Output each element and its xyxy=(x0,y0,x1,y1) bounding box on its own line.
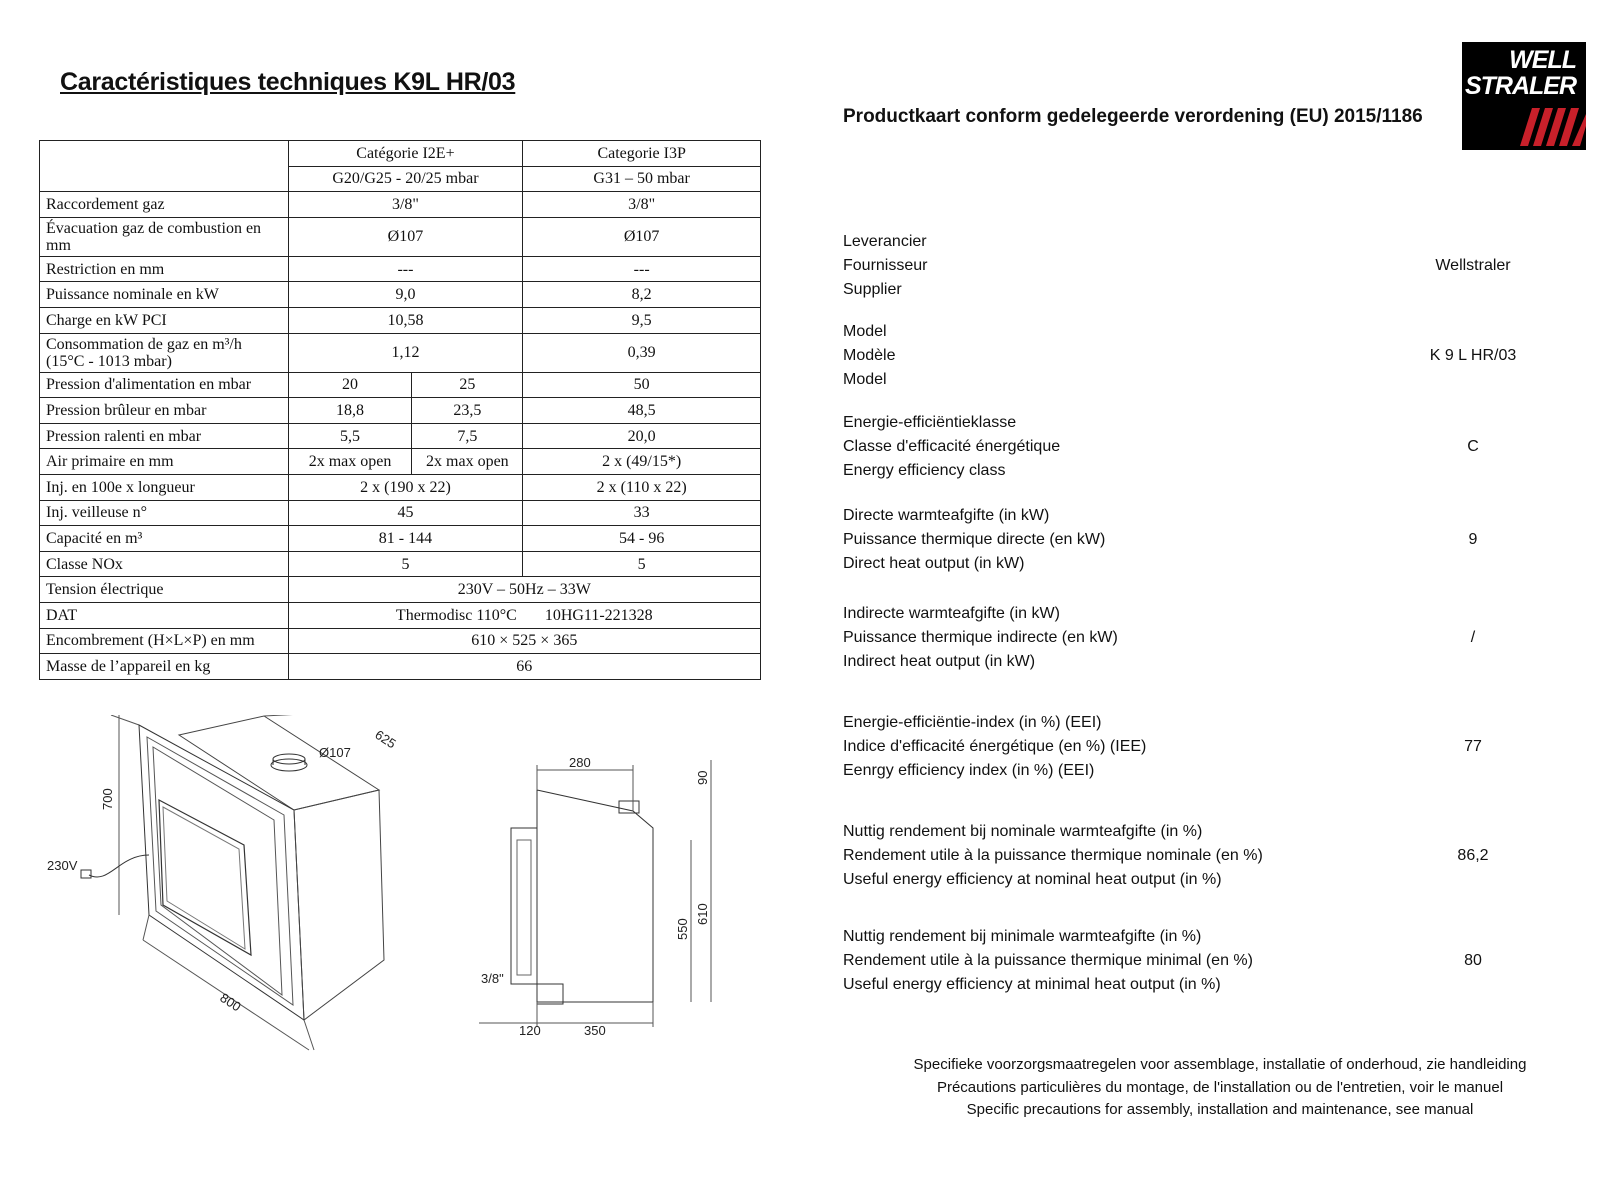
row-label: Inj. veilleuse n° xyxy=(40,500,289,526)
cell-value: --- xyxy=(288,256,523,282)
power-supply-label: 230V xyxy=(47,858,78,873)
table-row xyxy=(40,628,761,654)
cell-value: 45 xyxy=(288,500,523,526)
cell-value: 2x max open xyxy=(288,449,412,475)
cell-value: 5,5 xyxy=(288,423,412,449)
height-dimension-label: 700 xyxy=(100,788,115,810)
front-depth-dimension-label: 120 xyxy=(519,1023,541,1038)
cell-value: 3/8" xyxy=(523,192,761,218)
row-label: Raccordement gaz xyxy=(40,192,289,218)
gas-connection-label: 3/8" xyxy=(481,971,504,986)
table-row xyxy=(40,423,761,449)
label-en: Eenrgy efficiency index (in %) (EEI) xyxy=(843,762,1095,779)
flue-diameter-label: Ø107 xyxy=(319,745,351,760)
table-row xyxy=(40,398,761,424)
page-title: Caractéristiques techniques K9L HR/03 xyxy=(60,68,516,96)
energy-class-value: C xyxy=(1467,438,1479,455)
body-depth-dimension-label: 350 xyxy=(584,1023,606,1038)
row-label: Charge en kW PCI xyxy=(40,307,289,333)
cell-value: --- xyxy=(523,256,761,282)
note-line-nl: Specifieke voorzorgsmaatregelen voor assemblage, installatie of onderhoud, zie handleiding xyxy=(913,1056,1527,1073)
table-row xyxy=(40,654,761,680)
gas-type-g31-header: G31 – 50 mbar xyxy=(523,166,761,192)
cell-value: 20 xyxy=(288,372,412,398)
eei-group xyxy=(843,711,1482,783)
row-label: Puissance nominale en kW xyxy=(40,282,289,308)
table-row xyxy=(40,307,761,333)
label-fr: Puissance thermique directe (en kW) xyxy=(843,531,1106,548)
minimal-efficiency-value: 80 xyxy=(1464,952,1482,969)
cell-value: 66 xyxy=(288,654,760,680)
eei-value: 77 xyxy=(1464,738,1482,755)
cell-value: 0,39 xyxy=(523,333,761,372)
row-label: Consommation de gaz en m³/h (15°C - 1013 mbar) xyxy=(40,333,289,372)
label-en: Model xyxy=(843,371,887,388)
label-nl: Energie-efficiëntieklasse xyxy=(843,414,1017,431)
nominal-efficiency-value: 86,2 xyxy=(1457,847,1489,864)
model-group xyxy=(843,320,1517,392)
row-label: DAT xyxy=(40,602,289,628)
cell-value: 2x max open xyxy=(412,449,523,475)
table-row xyxy=(40,474,761,500)
label-en: Useful energy efficiency at minimal heat output (in %) xyxy=(843,976,1221,993)
cell-value: 33 xyxy=(523,500,761,526)
cell-value: 1,12 xyxy=(288,333,523,372)
label-fr: Puissance thermique indirecte (en kW) xyxy=(843,629,1118,646)
label-fr: Modèle xyxy=(843,347,896,364)
table-row xyxy=(40,372,761,398)
table-row xyxy=(40,500,761,526)
cell-value: 9,5 xyxy=(523,307,761,333)
row-label: Pression ralenti en mbar xyxy=(40,423,289,449)
flue-height-dimension-label: 90 xyxy=(695,770,710,785)
row-label: Tension électrique xyxy=(40,577,289,603)
table-header-row xyxy=(40,141,761,167)
indirect-heat-group xyxy=(843,602,1476,674)
table-row xyxy=(40,282,761,308)
table-row xyxy=(40,217,761,256)
row-label: Encombrement (H×L×P) en mm xyxy=(40,628,289,654)
cell-value: 2 x (110 x 22) xyxy=(523,474,761,500)
nominal-efficiency-group xyxy=(843,820,1489,892)
cell-value: 2 x (190 x 22) xyxy=(288,474,523,500)
table-row xyxy=(40,449,761,475)
cell-value: 81 - 144 xyxy=(288,526,523,552)
cell-value: Thermodisc 110°C 10HG11-221328 xyxy=(288,602,760,628)
side-top-dimension-label: 280 xyxy=(569,755,591,770)
note-line-en: Specific precautions for assembly, installation and maintenance, see manual xyxy=(966,1101,1474,1118)
logo-line-2: STRALER xyxy=(1464,72,1576,100)
label-nl: Nuttig rendement bij minimale warmteafgifte (in %) xyxy=(843,928,1202,945)
cell-value: 3/8" xyxy=(288,192,523,218)
technical-spec-table xyxy=(39,140,761,680)
wellstraler-logo xyxy=(1462,42,1586,150)
cell-value: 5 xyxy=(288,551,523,577)
cell-value: 8,2 xyxy=(523,282,761,308)
row-label: Masse de l’appareil en kg xyxy=(40,654,289,680)
direct-heat-group xyxy=(843,504,1478,576)
model-value: K 9 L HR/03 xyxy=(1429,347,1517,364)
cell-value: 7,5 xyxy=(412,423,523,449)
row-label: Restriction en mm xyxy=(40,256,289,282)
table-row xyxy=(40,333,761,372)
inner-height-dimension-label: 550 xyxy=(675,918,690,940)
indirect-heat-value: / xyxy=(1470,629,1476,646)
category-i2e-header: Catégorie I2E+ xyxy=(288,141,523,167)
table-row xyxy=(40,602,761,628)
label-fr: Fournisseur xyxy=(843,257,928,274)
table-row xyxy=(40,192,761,218)
label-en: Supplier xyxy=(843,281,902,298)
logo-stripes-icon xyxy=(1462,102,1586,150)
energy-class-group xyxy=(843,411,1479,483)
cell-value: 610 × 525 × 365 xyxy=(288,628,760,654)
cell-value: 54 - 96 xyxy=(523,526,761,552)
label-nl: Nuttig rendement bij nominale warmteafgifte (in %) xyxy=(843,823,1203,840)
table-row xyxy=(40,551,761,577)
width-dimension-label: 800 xyxy=(217,989,244,1015)
supplier-value: Wellstraler xyxy=(1435,257,1511,274)
row-label: Air primaire en mm xyxy=(40,449,289,475)
gas-type-g20-header: G20/G25 - 20/25 mbar xyxy=(288,166,523,192)
row-label: Évacuation gaz de combustion en mm xyxy=(40,217,289,256)
row-label: Pression brûleur en mbar xyxy=(40,398,289,424)
cell-value: 48,5 xyxy=(523,398,761,424)
cell-value: Ø107 xyxy=(288,217,523,256)
row-label: Capacité en m³ xyxy=(40,526,289,552)
empty-corner-cell xyxy=(40,141,289,192)
cell-value: 20,0 xyxy=(523,423,761,449)
depth-dimension-label: 625 xyxy=(372,726,399,752)
table-row xyxy=(40,577,761,603)
table-row xyxy=(40,526,761,552)
minimal-efficiency-group xyxy=(843,925,1482,997)
category-i3p-header: Categorie I3P xyxy=(523,141,761,167)
table-row xyxy=(40,256,761,282)
logo-line-1: WELL xyxy=(1509,46,1576,74)
label-en: Indirect heat output (in kW) xyxy=(843,653,1036,670)
outer-height-dimension-label: 610 xyxy=(695,903,710,925)
technical-drawing xyxy=(39,715,739,1095)
label-en: Direct heat output (in kW) xyxy=(843,555,1025,572)
label-nl: Directe warmteafgifte (in kW) xyxy=(843,507,1050,524)
cell-value: 2 x (49/15*) xyxy=(523,449,761,475)
row-label: Inj. en 100e x longueur xyxy=(40,474,289,500)
row-label: Pression d'alimentation en mbar xyxy=(40,372,289,398)
label-en: Energy efficiency class xyxy=(843,462,1006,479)
note-line-fr: Précautions particulières du montage, de l'installation ou de l'entretien, voir le manuel xyxy=(936,1078,1504,1096)
side-view xyxy=(479,760,711,1027)
label-en: Useful energy efficiency at nominal heat output (in %) xyxy=(843,871,1222,888)
label-fr: Rendement utile à la puissance thermique minimal (en %) xyxy=(843,952,1253,969)
row-label: Classe NOx xyxy=(40,551,289,577)
cell-value: 25 xyxy=(412,372,523,398)
cell-value: 230V – 50Hz – 33W xyxy=(288,577,760,603)
label-fr: Rendement utile à la puissance thermique nominale (en %) xyxy=(843,847,1263,864)
direct-heat-value: 9 xyxy=(1468,531,1478,548)
label-fr: Classe d'efficacité énergétique xyxy=(843,438,1061,455)
label-nl: Energie-efficiëntie-index (in %) (EEI) xyxy=(843,714,1102,731)
label-nl: Indirecte warmteafgifte (in kW) xyxy=(843,605,1060,622)
supplier-group xyxy=(843,230,1511,302)
cell-value: 5 xyxy=(523,551,761,577)
cell-value: 23,5 xyxy=(412,398,523,424)
cell-value: Ø107 xyxy=(523,217,761,256)
label-nl: Leverancier xyxy=(843,233,927,250)
precautions-note xyxy=(880,1054,1560,1122)
cell-value: 50 xyxy=(523,372,761,398)
cell-value: 10,58 xyxy=(288,307,523,333)
label-nl: Model xyxy=(843,323,887,340)
cell-value: 18,8 xyxy=(288,398,412,424)
cell-value: 9,0 xyxy=(288,282,523,308)
product-sheet-subtitle: Productkaart conform gedelegeerde verordening (EU) 2015/1186 xyxy=(843,106,1423,127)
label-fr: Indice d'efficacité énergétique (en %) (IEE) xyxy=(843,738,1147,755)
